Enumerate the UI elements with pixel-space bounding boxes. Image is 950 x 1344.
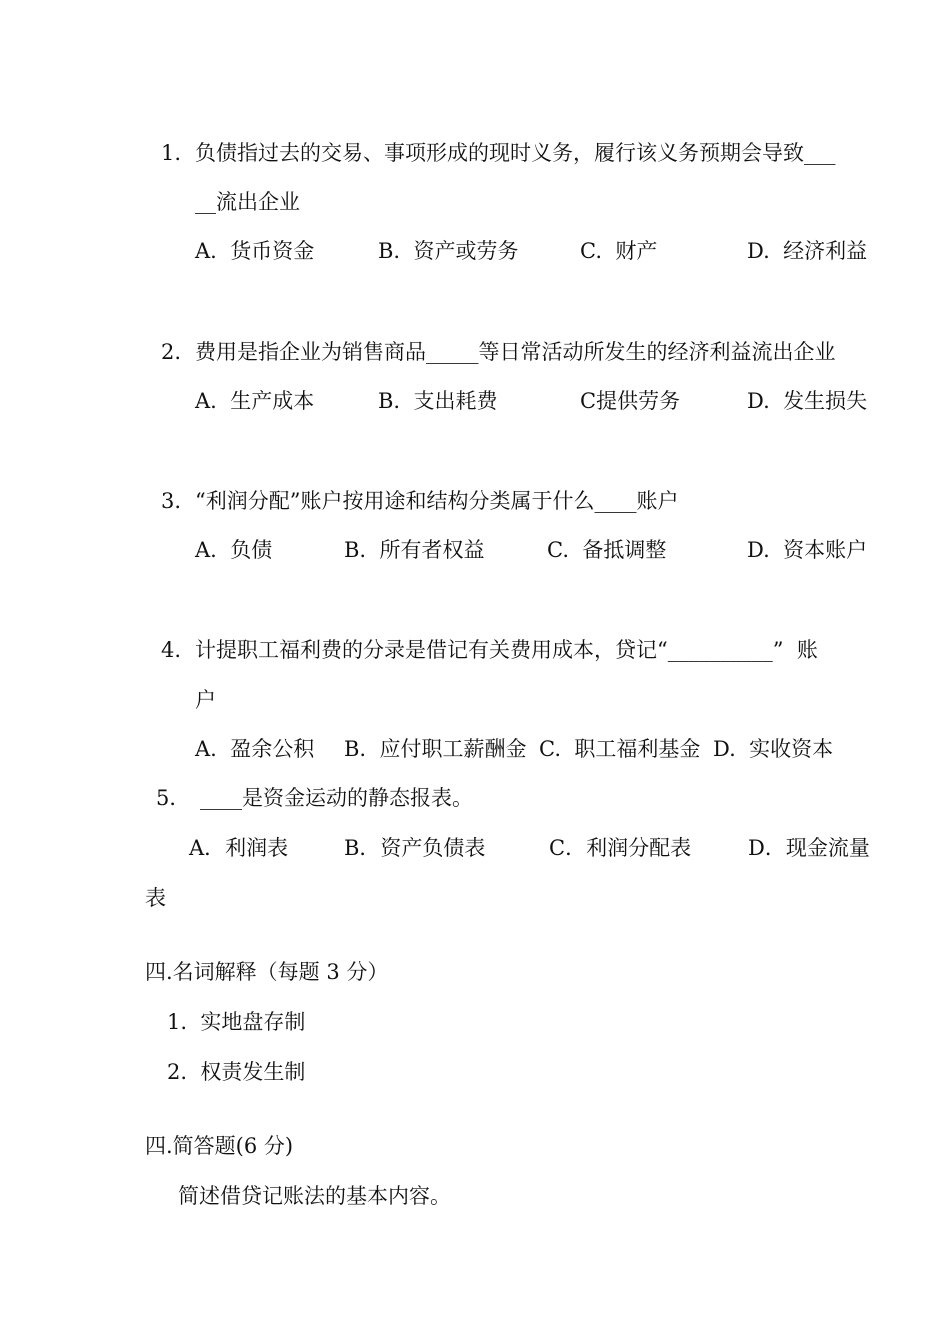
- question-4-text-line2: 户: [195, 688, 216, 712]
- section-short-answer-prompt: 简述借贷记账法的基本内容。: [178, 1184, 451, 1208]
- question-4-text-line1: 计提职工福利费的分录是借记有关费用成本，贷记“__________” 账: [195, 638, 818, 662]
- question-5-text-line2: 表: [145, 886, 166, 910]
- question-1-option-b: B. 资产或劳务: [378, 239, 519, 263]
- question-5-text-line1: ____是资金运动的静态报表。: [200, 786, 473, 810]
- question-1-text-line1: 负债指过去的交易、事项形成的现时义务，履行该义务预期会导致___: [195, 141, 836, 165]
- section-terms-title: 四.名词解释（每题 3 分）: [145, 960, 389, 984]
- question-3-option-c: C. 备抵调整: [547, 538, 667, 562]
- question-5-option-a: A．利润表: [189, 836, 289, 860]
- question-5-option-c: C．利润分配表: [549, 836, 692, 860]
- question-3-option-d: D. 资本账户: [747, 538, 868, 562]
- question-5-number: 5．: [156, 786, 191, 810]
- question-4-number: 4.: [161, 638, 182, 662]
- question-1-option-c: C. 财产: [580, 239, 658, 263]
- question-3-number: 3.: [161, 489, 182, 513]
- question-1-option-a: A. 货币资金: [195, 239, 315, 263]
- question-5-option-b: B．资产负债表: [344, 836, 486, 860]
- question-1-option-d: D. 经济利益: [747, 239, 868, 263]
- question-4-option-b: B. 应付职工薪酬金: [344, 737, 527, 761]
- question-5-option-d: D．现金流量: [748, 836, 870, 860]
- question-3-option-b: B. 所有者权益: [344, 538, 485, 562]
- section-terms-item-2: 2. 权责发生制: [167, 1060, 306, 1084]
- question-3-text-line1: “利润分配”账户按用途和结构分类属于什么____账户: [195, 489, 679, 513]
- question-2-number: 2.: [161, 340, 182, 364]
- question-2-option-a: A. 生产成本: [195, 389, 315, 413]
- section-short-answer-title: 四.简答题(6 分): [145, 1134, 294, 1158]
- question-2-option-c: C提供劳务: [580, 389, 681, 413]
- question-2-option-d: D. 发生损失: [747, 389, 868, 413]
- question-4-option-a: A. 盈余公积: [195, 737, 315, 761]
- question-1-text-line2: __流出企业: [195, 190, 300, 214]
- question-4-option-d: D. 实收资本: [713, 737, 834, 761]
- question-3-option-a: A. 负债: [195, 538, 273, 562]
- section-terms-item-1: 1. 实地盘存制: [167, 1010, 306, 1034]
- question-2-option-b: B. 支出耗费: [378, 389, 498, 413]
- question-4-option-c: C. 职工福利基金: [539, 737, 701, 761]
- question-2-text-line1: 费用是指企业为销售商品_____等日常活动所发生的经济利益流出企业: [195, 340, 836, 364]
- question-1-number: 1.: [161, 141, 182, 165]
